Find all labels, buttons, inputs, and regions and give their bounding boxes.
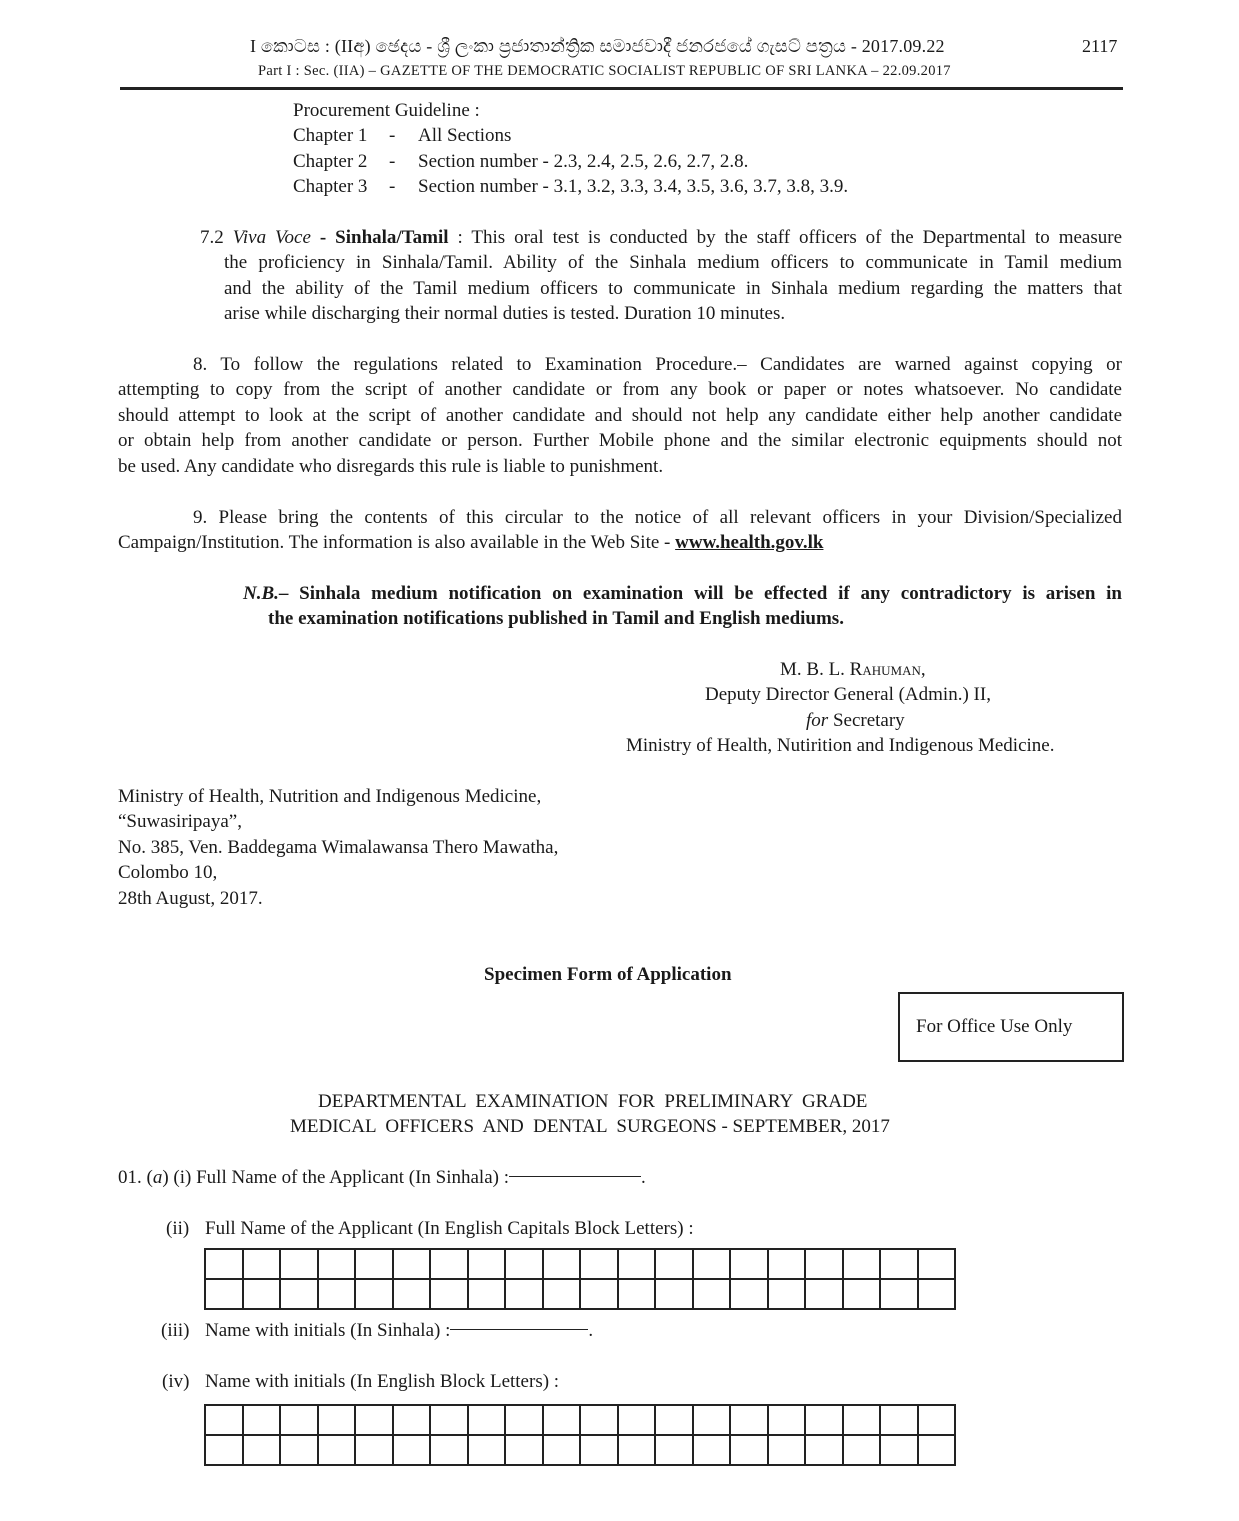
letter-box[interactable]	[544, 1250, 582, 1280]
letter-box[interactable]	[469, 1250, 507, 1280]
letter-box[interactable]	[394, 1406, 432, 1436]
letter-box[interactable]	[656, 1406, 694, 1436]
signature-name-rest: ahuman,	[862, 659, 926, 680]
q1-iii-label: Name with initials (In Sinhala) :	[205, 1320, 451, 1341]
letter-box[interactable]	[431, 1406, 469, 1436]
chapter-content: All Sections	[418, 125, 512, 146]
section-7-2-line-4: arise while discharging their normal duties is tested. Duration 10 minutes.	[224, 303, 786, 324]
letter-box[interactable]	[394, 1250, 432, 1280]
guideline-chapter-3	[293, 174, 849, 199]
signature-name	[780, 657, 926, 682]
secretary-label: Secretary	[832, 710, 905, 731]
office-use-label: For Office Use Only	[916, 1016, 1073, 1037]
letter-box[interactable]	[244, 1280, 282, 1310]
letter-box[interactable]	[506, 1250, 544, 1280]
letter-box[interactable]	[919, 1406, 957, 1436]
q1-i-label: Full Name of the Applicant (In Sinhala) :	[196, 1167, 509, 1188]
letter-box[interactable]	[319, 1280, 357, 1310]
chapter-label: Chapter 1	[293, 125, 368, 146]
letter-box[interactable]	[694, 1436, 732, 1466]
letter-box[interactable]	[619, 1280, 657, 1310]
letter-box[interactable]	[356, 1250, 394, 1280]
letter-box[interactable]	[431, 1250, 469, 1280]
address-line-5: 28th August, 2017.	[118, 888, 263, 909]
letter-box[interactable]	[844, 1406, 882, 1436]
header-rule	[120, 87, 1123, 90]
letter-box[interactable]	[431, 1280, 469, 1310]
sinhala-tamil-title: - Sinhala/Tamil	[319, 227, 449, 248]
letter-box[interactable]	[806, 1406, 844, 1436]
section-number: 7.2	[200, 227, 224, 248]
letter-box[interactable]	[694, 1406, 732, 1436]
chapter-content: Section number - 3.1, 3.2, 3.3, 3.4, 3.5, 3.6, 3.7, 3.8, 3.9.	[418, 176, 849, 197]
chapter-label: Chapter 2	[293, 151, 368, 172]
chapter-content: Section number - 2.3, 2.4, 2.5, 2.6, 2.7, 2.8.	[418, 151, 749, 172]
letter-box[interactable]	[806, 1280, 844, 1310]
q1-a: a	[152, 1167, 163, 1188]
section-8-line-4: or obtain help from another candidate or person. Further Mobile phone and the similar electronic equipments should not	[118, 430, 1122, 451]
letter-box[interactable]	[544, 1406, 582, 1436]
chapter-separator: -	[389, 151, 396, 172]
exam-title-line-2: MEDICAL OFFICERS AND DENTAL SURGEONS - SEPTEMBER, 2017	[290, 1116, 890, 1137]
q1-i-answer-line[interactable]	[509, 1176, 641, 1177]
letter-box[interactable]	[206, 1436, 244, 1466]
letter-box[interactable]	[281, 1250, 319, 1280]
q1-iii-row	[205, 1318, 593, 1343]
address-line-4: Colombo 10,	[118, 862, 218, 883]
nb-text: – Sinhala medium notification on examination will be effected if any contradictory is arisen in	[278, 583, 1122, 604]
letter-box[interactable]	[731, 1280, 769, 1310]
letter-box[interactable]	[506, 1436, 544, 1466]
office-use-box	[898, 992, 1124, 1062]
guideline-chapter-1	[293, 123, 512, 148]
letter-box[interactable]	[919, 1250, 957, 1280]
letter-box[interactable]	[431, 1436, 469, 1466]
section-7-2-line-3: and the ability of the Tamil medium officers to communicate in Sinhala medium regarding the matters that	[224, 278, 1122, 299]
signature-ministry: Ministry of Health, Nutirition and Indigenous Medicine.	[626, 735, 1055, 756]
letter-box[interactable]	[919, 1436, 957, 1466]
for-word: for	[806, 710, 829, 731]
letter-box[interactable]	[244, 1436, 282, 1466]
letter-box[interactable]	[581, 1406, 619, 1436]
guideline-chapter-2	[293, 149, 749, 174]
address-line-1: Ministry of Health, Nutrition and Indigenous Medicine,	[118, 786, 542, 807]
letter-box[interactable]	[769, 1250, 807, 1280]
section-9-line-1: 9. Please bring the contents of this circular to the notice of all relevant officers in your Division/Specialized	[193, 507, 1122, 528]
letter-box[interactable]	[619, 1250, 657, 1280]
letter-box[interactable]	[469, 1436, 507, 1466]
letter-box[interactable]	[319, 1406, 357, 1436]
address-line-2: “Suwasiripaya”,	[118, 811, 242, 832]
section-9-line-2	[118, 530, 823, 555]
guideline-title: Procurement Guideline :	[293, 100, 480, 121]
initials-letter-grid[interactable]	[204, 1404, 956, 1466]
form-heading: Specimen Form of Application	[484, 964, 732, 985]
letter-box[interactable]	[206, 1280, 244, 1310]
letter-box[interactable]	[656, 1280, 694, 1310]
q1-i-row	[118, 1165, 646, 1190]
letter-box[interactable]	[694, 1250, 732, 1280]
letter-box[interactable]	[544, 1436, 582, 1466]
signature-for	[806, 708, 905, 733]
letter-box[interactable]	[356, 1280, 394, 1310]
letter-box[interactable]	[769, 1280, 807, 1310]
letter-box[interactable]	[356, 1406, 394, 1436]
letter-box[interactable]	[844, 1280, 882, 1310]
website-link[interactable]: www.health.gov.lk	[675, 532, 824, 553]
letter-box[interactable]	[881, 1280, 919, 1310]
letter-box[interactable]	[844, 1250, 882, 1280]
q1-iv-number: (iv)	[162, 1371, 190, 1392]
letter-box[interactable]	[581, 1436, 619, 1466]
section-8-line-2: attempting to copy from the script of another candidate or from any book or paper or notes whatsoever. No candidate	[118, 379, 1122, 400]
q1-ii-label: Full Name of the Applicant (In English Capitals Block Letters) :	[205, 1218, 694, 1239]
section-8-line-5: be used. Any candidate who disregards this rule is liable to punishment.	[118, 456, 664, 477]
period: .	[588, 1320, 594, 1341]
chapter-label: Chapter 3	[293, 176, 368, 197]
letter-box[interactable]	[394, 1280, 432, 1310]
full-name-letter-grid[interactable]	[204, 1248, 956, 1310]
letter-box[interactable]	[319, 1250, 357, 1280]
section-7-2-line-1	[200, 225, 1122, 250]
section-9-text: Campaign/Institution. The information is also available in the Web Site -	[118, 532, 671, 553]
letter-box[interactable]	[769, 1436, 807, 1466]
letter-box[interactable]	[469, 1280, 507, 1310]
page-number: 2117	[1082, 36, 1118, 56]
section-8-line-1: 8. To follow the regulations related to Examination Procedure.– Candidates are warned against copying or	[193, 354, 1122, 375]
letter-box[interactable]	[881, 1436, 919, 1466]
letter-box[interactable]	[506, 1280, 544, 1310]
q1-prefix: 01. (	[118, 1167, 153, 1188]
letter-box[interactable]	[619, 1436, 657, 1466]
address-line-3: No. 385, Ven. Baddegama Wimalawansa Thero Mawatha,	[118, 837, 559, 858]
letter-box[interactable]	[844, 1436, 882, 1466]
letter-box[interactable]	[206, 1250, 244, 1280]
letter-box[interactable]	[806, 1250, 844, 1280]
letter-box[interactable]	[244, 1250, 282, 1280]
letter-box[interactable]	[281, 1406, 319, 1436]
q1-iii-number: (iii)	[161, 1320, 190, 1341]
letter-box[interactable]	[881, 1406, 919, 1436]
q1-iv-label: Name with initials (In English Block Letters) :	[205, 1371, 560, 1392]
letter-box[interactable]	[506, 1406, 544, 1436]
letter-box[interactable]	[731, 1406, 769, 1436]
letter-box[interactable]	[206, 1406, 244, 1436]
letter-box[interactable]	[244, 1406, 282, 1436]
letter-box[interactable]	[356, 1436, 394, 1466]
letter-box[interactable]	[581, 1250, 619, 1280]
viva-voce-title: Viva Voce	[232, 227, 311, 248]
letter-box[interactable]	[694, 1280, 732, 1310]
exam-title-line-1: DEPARTMENTAL EXAMINATION FOR PRELIMINARY GRADE	[318, 1091, 868, 1112]
section-text: : This oral test is conducted by the staff officers of the Departmental to measure	[457, 227, 1123, 248]
chapter-separator: -	[389, 125, 396, 146]
letter-box[interactable]	[919, 1280, 957, 1310]
letter-box[interactable]	[281, 1280, 319, 1310]
q1-iii-answer-line[interactable]	[450, 1329, 588, 1330]
letter-box[interactable]	[319, 1436, 357, 1466]
section-7-2-line-2: the proficiency in Sinhala/Tamil. Ability of the Sinhala medium officers to communicate in Tamil medium	[224, 252, 1122, 273]
letter-box[interactable]	[881, 1250, 919, 1280]
nb-line-1	[243, 581, 1122, 606]
letter-box[interactable]	[656, 1436, 694, 1466]
period: .	[641, 1167, 646, 1188]
signature-name-prefix: M. B. L. R	[780, 659, 863, 680]
letter-box[interactable]	[769, 1406, 807, 1436]
letter-box[interactable]	[281, 1436, 319, 1466]
nb-line-2: the examination notifications published in Tamil and English mediums.	[268, 608, 844, 629]
letter-box[interactable]	[806, 1436, 844, 1466]
header-sinhala-line: I කොටස : (IIඅ) ඡෙදය - ශ්‍රී ලංකා ප්‍රජාතාන්ත්‍රික සමාජවාදී ජනරජයේ ගැසට් පත්‍රය - 2017.09.22	[250, 36, 945, 56]
letter-box[interactable]	[581, 1280, 619, 1310]
q1-ii-number: (ii)	[166, 1218, 190, 1239]
q1-i-number: ) (i)	[162, 1167, 192, 1188]
letter-box[interactable]	[656, 1250, 694, 1280]
header-english-line: Part I : Sec. (IIA) – GAZETTE OF THE DEMOCRATIC SOCIALIST REPUBLIC OF SRI LANKA – 22.09.2017	[258, 63, 951, 79]
letter-box[interactable]	[544, 1280, 582, 1310]
letter-box[interactable]	[731, 1436, 769, 1466]
section-8-line-3: should attempt to look at the script of another candidate and should not help any candidate either help another candidate	[118, 405, 1122, 426]
letter-box[interactable]	[469, 1406, 507, 1436]
letter-box[interactable]	[619, 1406, 657, 1436]
letter-box[interactable]	[394, 1436, 432, 1466]
chapter-separator: -	[389, 176, 396, 197]
nb-label: N.B.	[243, 583, 279, 604]
letter-box[interactable]	[731, 1250, 769, 1280]
signature-title: Deputy Director General (Admin.) II,	[705, 684, 991, 705]
